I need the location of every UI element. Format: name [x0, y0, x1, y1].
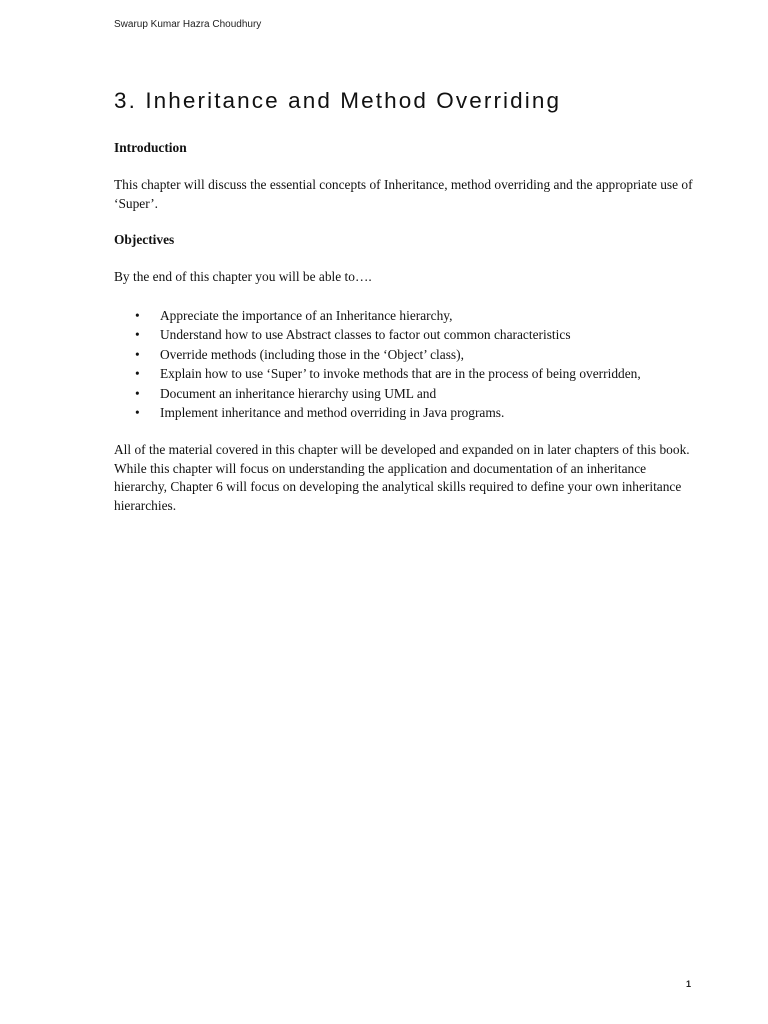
objective-item [114, 384, 699, 403]
bullet-icon: • [135, 346, 140, 362]
objective-item [114, 306, 699, 325]
objective-text: Document an inheritance hierarchy using UML and [160, 385, 437, 401]
objective-text: Appreciate the importance of an Inheritance hierarchy, [160, 308, 453, 323]
objective-item [114, 325, 699, 344]
objective-text: Understand how to use Abstract classes to factor out common characteristics [160, 327, 571, 343]
objective-text: Explain how to use ‘Super’ to invoke methods that are in the process of being overridden, [160, 366, 641, 382]
bullet-icon: • [135, 308, 140, 323]
objectives-heading: Objectives [114, 232, 175, 247]
chapter-title: 3. Inheritance and Method Overriding [114, 88, 562, 113]
page-header-author: Swarup Kumar Hazra Choudhury [114, 19, 262, 30]
objectives-lead: By the end of this chapter you will be able to…. [114, 269, 372, 284]
introduction-heading: Introduction [114, 140, 187, 155]
objective-item [114, 364, 699, 383]
objective-item [114, 403, 699, 422]
bullet-icon: • [135, 327, 140, 343]
objective-text: Implement inheritance and method overriding in Java programs. [160, 405, 505, 421]
bullet-icon: • [135, 366, 140, 382]
objectives-list [114, 306, 699, 422]
bullet-icon: • [135, 385, 140, 401]
page-number: 1 [686, 979, 692, 989]
objective-item [114, 345, 699, 364]
objective-text: Override methods (including those in the ‘Object’ class), [160, 346, 464, 362]
bullet-icon: • [135, 405, 140, 421]
introduction-paragraph: This chapter will discuss the essential concepts of Inheritance, method overriding and the appropriate use of ‘Super’. [114, 177, 693, 211]
closing-paragraph: All of the material covered in this chapter will be developed and expanded on in later chapters of this book. While this chapter will focus on understanding the application and documentation of an inheritance hierarchy, Chapter 6 will focus on developing the analytical skills required to define your own inheritance hierarchies. [114, 442, 690, 513]
